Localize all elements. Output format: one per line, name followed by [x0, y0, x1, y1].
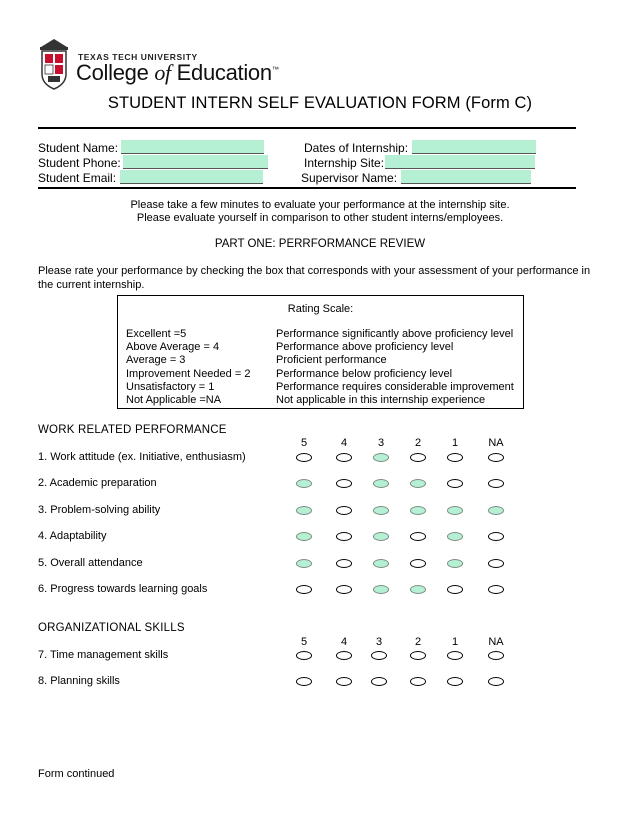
rating-level-description: Performance below proficiency level — [276, 367, 453, 380]
rating-radio-option[interactable] — [336, 453, 352, 462]
rating-level-label: Excellent =5 — [126, 328, 187, 340]
rating-radio-option[interactable] — [488, 559, 504, 568]
rating-radio-option[interactable] — [447, 559, 463, 568]
rating-radio-option[interactable] — [296, 677, 312, 686]
student-email-field: Student Email: — [38, 170, 263, 185]
student-name-input[interactable] — [121, 140, 264, 154]
work-related-title: WORK RELATED PERFORMANCE — [38, 424, 227, 436]
rating-radio-option[interactable] — [410, 677, 426, 686]
rating-radio-option[interactable] — [373, 479, 389, 488]
rating-level-description: Proficient performance — [276, 354, 387, 367]
rating-radio-option[interactable] — [336, 585, 352, 594]
dates-of-internship-field: Dates of Internship: — [304, 140, 536, 155]
rating-column-header: 3 — [377, 437, 385, 449]
student-phone-field: Student Phone: — [38, 155, 268, 170]
rating-radio-option[interactable] — [371, 651, 387, 660]
rating-radio-option[interactable] — [336, 479, 352, 488]
rating-level-label: Not Applicable =NA — [126, 394, 222, 406]
rating-instruction: Please rate your performance by checking the box that corresponds with your assessment of your performance in the current internship. — [38, 265, 591, 291]
rating-radio-option[interactable] — [336, 559, 352, 568]
rating-radio-option[interactable] — [447, 651, 463, 660]
rating-column-header: NA — [488, 437, 504, 449]
rating-radio-option[interactable] — [488, 506, 504, 515]
rating-radio-option[interactable] — [373, 506, 389, 515]
rating-column-header: 2 — [414, 636, 422, 648]
org-item-label: 7. Time management skills — [38, 649, 169, 661]
rating-column-header: 5 — [300, 437, 308, 449]
rating-radio-option[interactable] — [373, 585, 389, 594]
rating-column-header: 1 — [451, 636, 459, 648]
rating-level-label: Average = 3 — [126, 354, 186, 367]
rating-column-header: 3 — [375, 636, 383, 648]
rating-radio-option[interactable] — [410, 453, 426, 462]
rating-radio-option[interactable] — [373, 559, 389, 568]
rating-radio-option[interactable] — [447, 532, 463, 541]
rating-radio-option[interactable] — [488, 479, 504, 488]
internship-site-field: Internship Site: — [304, 155, 535, 170]
rating-radio-option[interactable] — [336, 651, 352, 660]
rating-radio-option[interactable] — [488, 532, 504, 541]
rating-radio-option[interactable] — [296, 453, 312, 462]
rating-column-header: 4 — [340, 437, 348, 449]
college-name: College of Education™ — [76, 60, 279, 85]
rating-radio-option[interactable] — [296, 506, 312, 515]
college-logo — [38, 38, 279, 94]
rating-radio-option[interactable] — [296, 532, 312, 541]
rating-radio-option[interactable] — [447, 585, 463, 594]
rating-radio-option[interactable] — [488, 651, 504, 660]
ttu-seal-icon — [38, 38, 70, 90]
rating-radio-option[interactable] — [488, 585, 504, 594]
work-item-label: 1. Work attitude (ex. Initiative, enthusiasm) — [38, 451, 246, 463]
organizational-title: ORGANIZATIONAL SKILLS — [38, 622, 185, 634]
org-item-label: 8. Planning skills — [38, 675, 120, 688]
dates-of-internship-input[interactable] — [412, 140, 536, 154]
rating-radio-option[interactable] — [410, 506, 426, 515]
rating-level-description: Performance significantly above proficiency level — [276, 328, 514, 340]
student-name-field: Student Name: — [38, 140, 264, 155]
fields-rule — [38, 187, 576, 189]
work-item-label: 6. Progress towards learning goals — [38, 583, 208, 595]
internship-site-input[interactable] — [385, 155, 535, 169]
rating-column-header: 5 — [300, 636, 308, 648]
work-item-label: 5. Overall attendance — [38, 556, 143, 569]
rating-radio-option[interactable] — [373, 532, 389, 541]
rating-column-header: 4 — [340, 636, 348, 648]
rating-radio-option[interactable] — [296, 651, 312, 660]
top-rule — [38, 127, 576, 129]
rating-level-label: Improvement Needed = 2 — [126, 367, 251, 380]
rating-radio-option[interactable] — [296, 559, 312, 568]
work-item-label: 3. Problem-solving ability — [38, 503, 161, 516]
rating-column-header: NA — [488, 636, 504, 648]
instruction-line-2: Please evaluate yourself in comparison to other student interns/employees. — [136, 212, 504, 224]
rating-level-description: Not applicable in this internship experience — [276, 394, 486, 406]
rating-radio-option[interactable] — [410, 585, 426, 594]
rating-radio-option[interactable] — [447, 453, 463, 462]
rating-radio-option[interactable] — [336, 506, 352, 515]
rating-radio-option[interactable] — [371, 677, 387, 686]
rating-level-label: Unsatisfactory = 1 — [126, 380, 215, 393]
instruction-line-1: Please take a few minutes to evaluate your performance at the internship site. — [130, 199, 510, 211]
rating-level-label: Above Average = 4 — [126, 341, 220, 354]
rating-radio-option[interactable] — [488, 677, 504, 686]
form-continued-note: Form continued — [38, 768, 115, 780]
supervisor-name-input[interactable] — [401, 170, 531, 184]
university-name: TEXAS TECH UNIVERSITY — [78, 52, 198, 62]
supervisor-name-field: Supervisor Name: — [301, 170, 531, 185]
rating-scale-box — [117, 295, 524, 409]
rating-radio-option[interactable] — [447, 479, 463, 488]
rating-radio-option[interactable] — [410, 479, 426, 488]
rating-radio-option[interactable] — [447, 677, 463, 686]
student-phone-input[interactable] — [123, 155, 268, 169]
rating-radio-option[interactable] — [296, 479, 312, 488]
rating-radio-option[interactable] — [410, 532, 426, 541]
rating-radio-option[interactable] — [410, 559, 426, 568]
rating-radio-option[interactable] — [336, 677, 352, 686]
rating-column-header: 1 — [451, 437, 459, 449]
work-item-label: 2. Academic preparation — [38, 477, 157, 490]
rating-radio-option[interactable] — [447, 506, 463, 515]
rating-column-header: 2 — [414, 437, 422, 449]
part-one-title: PART ONE: PERRFORMANCE REVIEW — [214, 238, 426, 250]
rating-radio-option[interactable] — [488, 453, 504, 462]
rating-scale-title: Rating Scale: — [287, 303, 354, 315]
rating-level-description: Performance requires considerable improvement — [276, 380, 514, 393]
rating-radio-option[interactable] — [336, 532, 352, 541]
work-item-label: 4. Adaptability — [38, 530, 107, 543]
rating-radio-option[interactable] — [373, 453, 389, 462]
rating-radio-option[interactable] — [410, 651, 426, 660]
rating-level-description: Performance above proficiency level — [276, 341, 454, 354]
student-email-input[interactable] — [120, 170, 263, 184]
rating-radio-option[interactable] — [296, 585, 312, 594]
form-title: STUDENT INTERN SELF EVALUATION FORM (Form C) — [107, 94, 533, 112]
